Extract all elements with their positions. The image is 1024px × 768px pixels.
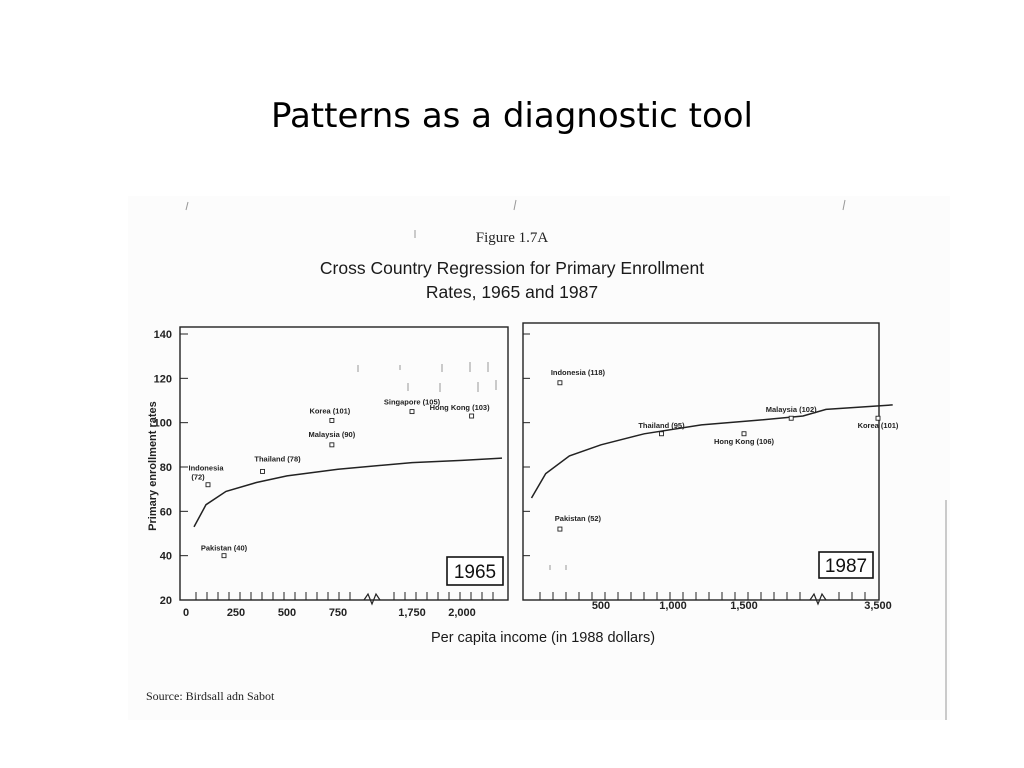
data-point (206, 483, 210, 487)
data-point (558, 381, 562, 385)
x-tick-label-1965: 500 (277, 607, 297, 619)
x-tick-label-1965: 1,750 (398, 607, 426, 619)
data-point-label: Korea (101) (309, 406, 351, 416)
data-point-label: Thailand (95) (638, 420, 685, 430)
data-point (330, 443, 334, 447)
x-axis-labels (183, 600, 892, 619)
data-point-label: Indonesia (188, 463, 224, 473)
x-tick-label-1987: 1,500 (730, 600, 758, 612)
x-tick-label-1965: 750 (328, 607, 348, 619)
x-tick-label-1987: 3,500 (864, 600, 892, 612)
data-point-label: Hong Kong (106) (714, 436, 774, 446)
x-tick-label-1965: 250 (226, 607, 246, 619)
y-tick-label: 40 (159, 550, 172, 563)
y-tick-label: 100 (153, 417, 172, 430)
points-1965 (188, 398, 490, 558)
data-point (659, 432, 663, 436)
data-point-label: Indonesia (118) (550, 367, 606, 377)
figure-title-line-2: Rates, 1965 and 1987 (425, 282, 599, 302)
data-point (261, 469, 265, 473)
y-tick-label: 120 (153, 373, 172, 386)
data-point-label: Malaysia (102) (765, 405, 817, 415)
data-point-label: (72) (191, 472, 205, 482)
fit-line-1965 (194, 458, 502, 527)
data-point (558, 527, 562, 531)
data-point-label: Pakistan (40) (200, 543, 248, 553)
axis-break-1965 (364, 594, 380, 604)
y-tick-label: 20 (159, 595, 172, 607)
fit-line-1987 (532, 405, 893, 498)
x-axis-ticks (196, 592, 865, 600)
x-tick-label-1965: 2,000 (448, 607, 476, 619)
year-box-1987: 1987 (824, 556, 868, 577)
figure-source: Source: Birdsall adn Sabot (146, 689, 275, 703)
data-point (222, 554, 226, 558)
data-point-label: Hong Kong (103) (429, 403, 490, 413)
x-tick-label-1987: 500 (591, 600, 611, 612)
y-tick-label: 80 (159, 462, 172, 474)
data-point (876, 416, 880, 420)
axis-break-1987 (810, 594, 826, 604)
data-point (330, 418, 334, 422)
points-1987 (551, 368, 899, 531)
figure-title-line-1: Cross Country Regression for Primary Enrollment (319, 258, 705, 278)
data-point (742, 432, 746, 436)
data-point-label: Korea (101) (857, 421, 899, 431)
x-tick-label-1965: 0 (182, 607, 190, 619)
data-point-label: Thailand (78) (254, 454, 301, 464)
year-box-1965: 1965 (453, 562, 497, 583)
data-point-label: Malaysia (90) (308, 429, 356, 439)
data-point-label: Singapore (105) (383, 397, 441, 407)
data-point (470, 414, 474, 418)
x-axis-title: Per capita income (in 1988 dollars) (430, 630, 656, 646)
slide-title: Patterns as a diagnostic tool (270, 96, 753, 136)
y-tick-label: 60 (159, 506, 172, 519)
data-point-label: Pakistan (52) (554, 514, 602, 524)
y-tick-label: 140 (153, 329, 172, 341)
y-axis-title: Primary enrollment rates (147, 401, 159, 531)
data-point (410, 410, 414, 414)
figure-label: Figure 1.7A (475, 230, 549, 246)
data-point (789, 416, 793, 420)
x-tick-label-1987: 1,000 (659, 600, 687, 612)
